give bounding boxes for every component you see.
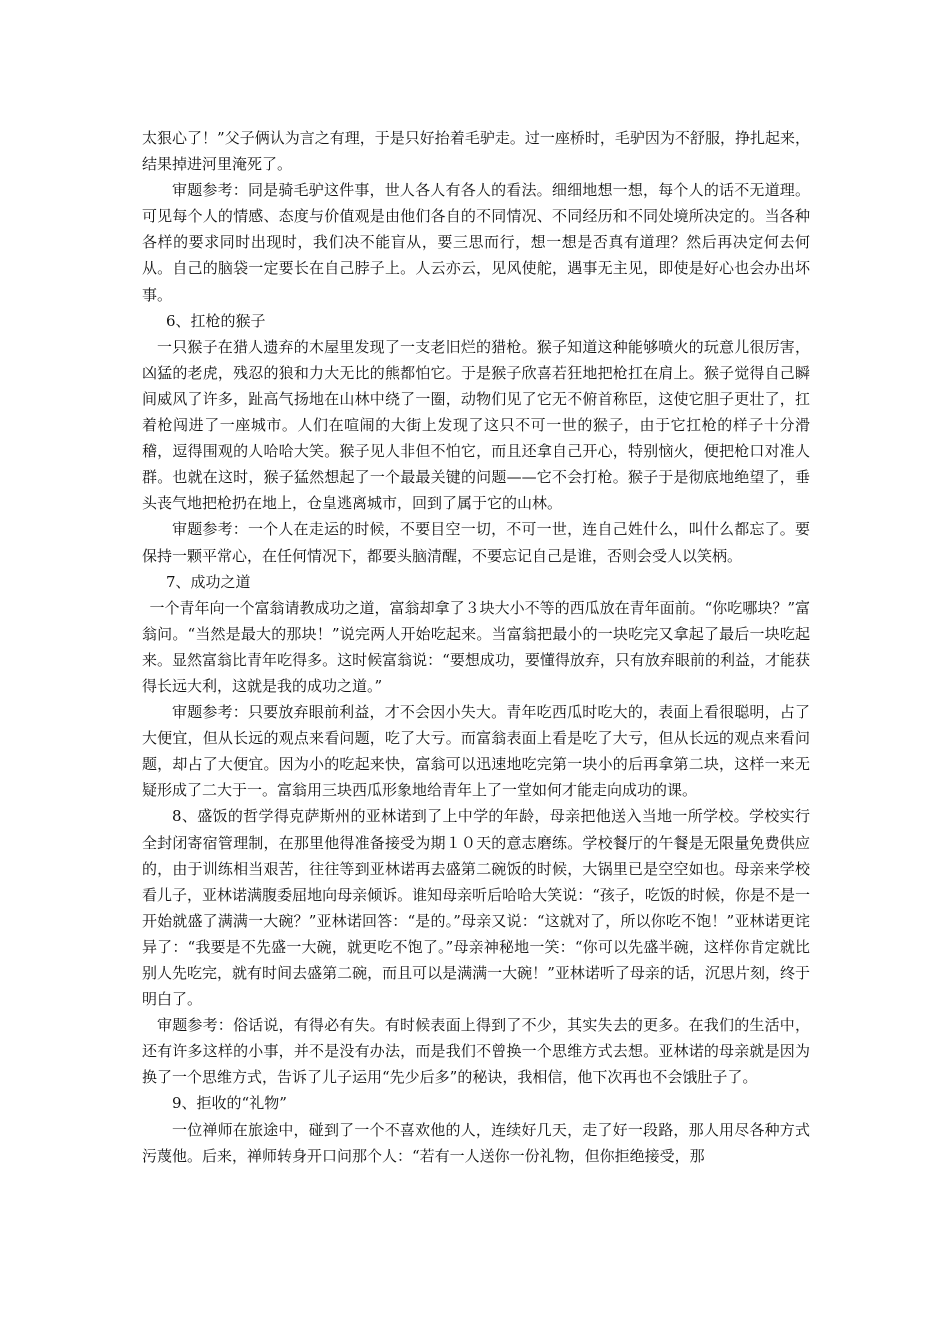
story-5-ending: 太狠心了！”父子俩认为言之有理，于是只好抬着毛驴走。过一座桥时，毛驴因为不舒服，挣扎起来，结果掉进河里淹死了。 (142, 129, 810, 174)
story-6-body: 一只猴子在猎人遗弃的木屋里发现了一支老旧烂的猎枪。猴子知道这种能够喷火的玩意儿很厉害，凶猛的老虎，残忍的狼和力大无比的熊都怕它。于是猴子欣喜若狂地把枪扛在肩上。猴子觉得自己瞬间威风了许多，趾高气扬地在山林中绕了一圈，动物们见了它无不俯首称臣，这使它胆子更壮了，扛着枪闯进了一座城市。人们在喧闹的大街上发现了这只不可一世的猴子，由于它扛枪的样子十分滑稽，逗得围观的人哈哈大笑。猴子见人非但不怕它，而且还拿自己开心，特别恼火，便把枪口对准人群。也就在这时，猴子猛然想起了一个最最关键的问题——它不会打枪。猴子于是彻底地绝望了，垂头丧气地把枪扔在地上，仓皇逃离城市，回到了属于它的山林。 (142, 337, 810, 513)
story-6-commentary: 审题参考：一个人在走运的时候，不要目空一切，不可一世，连自己姓什么，叫什么都忘了。要保持一颗平常心，在任何情况下，都要头脑清醒，不要忘记自己是谁，否则会受人以笑柄。 (142, 520, 810, 565)
story-9-body: 一位禅师在旅途中，碰到了一个不喜欢他的人，连续好几天，走了好一段路，那人用尽各种方式污蔑他。后来，禅师转身开口问那个人：“若有一人送你一份礼物，但你拒绝接受，那 (142, 1120, 810, 1165)
document-page (142, 125, 810, 1169)
story-5-commentary: 审题参考：同是骑毛驴这件事，世人各人有各人的看法。细细地想一想，每个人的话不无道理。可见每个人的情感、态度与价值观是由他们各自的不同情况、不同经历和不同处境所决定的。当各种各样的要求同时出现时，我们决不能盲从，要三思而行，想一想是否真有道理？然后再决定何去何从。自己的脑袋一定要长在自己脖子上。人云亦云，见风使舵，遇事无主见，即使是好心也会办出坏事。 (142, 181, 810, 304)
story-7-heading: 7、成功之道 (166, 572, 251, 591)
story-6-heading: 6、扛枪的猴子 (166, 311, 266, 330)
story-7-commentary: 审题参考：只要放弃眼前利益，才不会因小失大。青年吃西瓜时吃大的，表面上看很聪明，占了大便宜，但从长远的观点来看问题，吃了大亏。而富翁表面上看是吃了大亏，但从长远的观点来看问题，却占了大便宜。因为小的吃起来快，富翁可以迅速地吃完第一块小的后再拿第二块，这样一来无疑形成了二大于一。富翁用三块西瓜形象地给青年上了一堂如何才能走向成功的课。 (142, 703, 810, 800)
story-9-heading: 9、拒收的“礼物” (172, 1094, 287, 1113)
story-8-body: 8、盛饭的哲学得克萨斯州的亚林诺到了上中学的年龄，母亲把他送入当地一所学校。学校实行全封闭寄宿管理制，在那里他得准备接受为期１０天的意志磨练。学校餐厅的午餐是无限量免费供应的，由于训练相当艰苦，往往等到亚林诺再去盛第二碗饭的时候，大锅里已是空空如也。母亲来学校看儿子，亚林诺满腹委屈地向母亲倾诉。谁知母亲听后哈哈大笑说：“孩子，吃饭的时候，你是不是一开始就盛了满满一大碗？”亚林诺回答：“是的。”母亲又说：“这就对了，所以你吃不饱！”亚林诺更诧异了：“我要是不先盛一大碗，就更吃不饱了。”母亲神秘地一笑：“你可以先盛半碗，这样你肯定就比别人先吃完，就有时间去盛第二碗，而且可以是满满一大碗！”亚林诺听了母亲的话，沉思片刻，终于明白了。 (142, 807, 810, 1009)
story-8-commentary: 审题参考：俗话说，有得必有失。有时候表面上得到了不少，其实失去的更多。在我们的生活中，还有许多这样的小事，并不是没有办法，而是我们不曾换一个思维方式去想。亚林诺的母亲就是因为换了一个思维方式，告诉了儿子运用“先少后多”的秘诀，我相信，他下次再也不会饿肚子了。 (142, 1016, 810, 1087)
story-7-body: 一个青年向一个富翁请教成功之道，富翁却拿了３块大小不等的西瓜放在青年面前。“你吃哪块？”富翁问。“当然是最大的那块！”说完两人开始吃起来。当富翁把最小的一块吃完又拿起了最后一块吃起来。显然富翁比青年吃得多。这时候富翁说：“要想成功，要懂得放弃，只有放弃眼前的利益，才能获得长远大利，这就是我的成功之道。” (142, 598, 810, 695)
